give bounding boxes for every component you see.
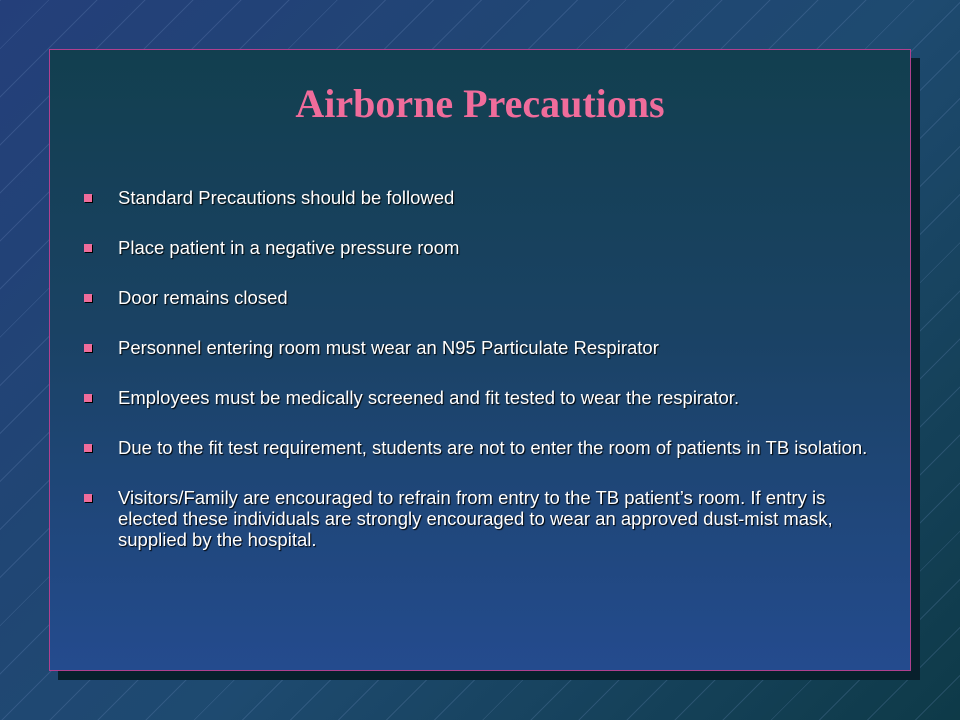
square-bullet-icon [84, 494, 92, 502]
bullet-text: Employees must be medically screened and fit tested to wear the respirator. [118, 387, 740, 408]
bullet-item [80, 437, 880, 458]
bullet-text: Due to the fit test requirement, students are not to enter the room of patients in TB isolation. [118, 437, 868, 458]
bullet-item [80, 487, 880, 550]
bullet-item [80, 187, 880, 208]
square-bullet-icon [84, 294, 92, 302]
bullet-item [80, 237, 880, 258]
bullet-list [80, 187, 880, 579]
square-bullet-icon [84, 244, 92, 252]
square-bullet-icon [84, 444, 92, 452]
bullet-text: Personnel entering room must wear an N95 Particulate Respirator [118, 337, 659, 358]
bullet-text: Door remains closed [118, 287, 288, 308]
bullet-item [80, 287, 880, 308]
square-bullet-icon [84, 344, 92, 352]
bullet-text: Standard Precautions should be followed [118, 187, 455, 208]
bullet-text: Visitors/Family are encouraged to refrain from entry to the TB patient’s room. If entry is elected these individuals are strongly encouraged to wear an approved dust-mist mask, supplied by the hospital. [118, 487, 833, 550]
slide-title: Airborne Precautions [295, 81, 665, 126]
slide-panel [49, 49, 911, 671]
bullet-item [80, 387, 880, 408]
bullet-text: Place patient in a negative pressure room [118, 237, 460, 258]
bullet-item [80, 337, 880, 358]
square-bullet-icon [84, 194, 92, 202]
square-bullet-icon [84, 394, 92, 402]
